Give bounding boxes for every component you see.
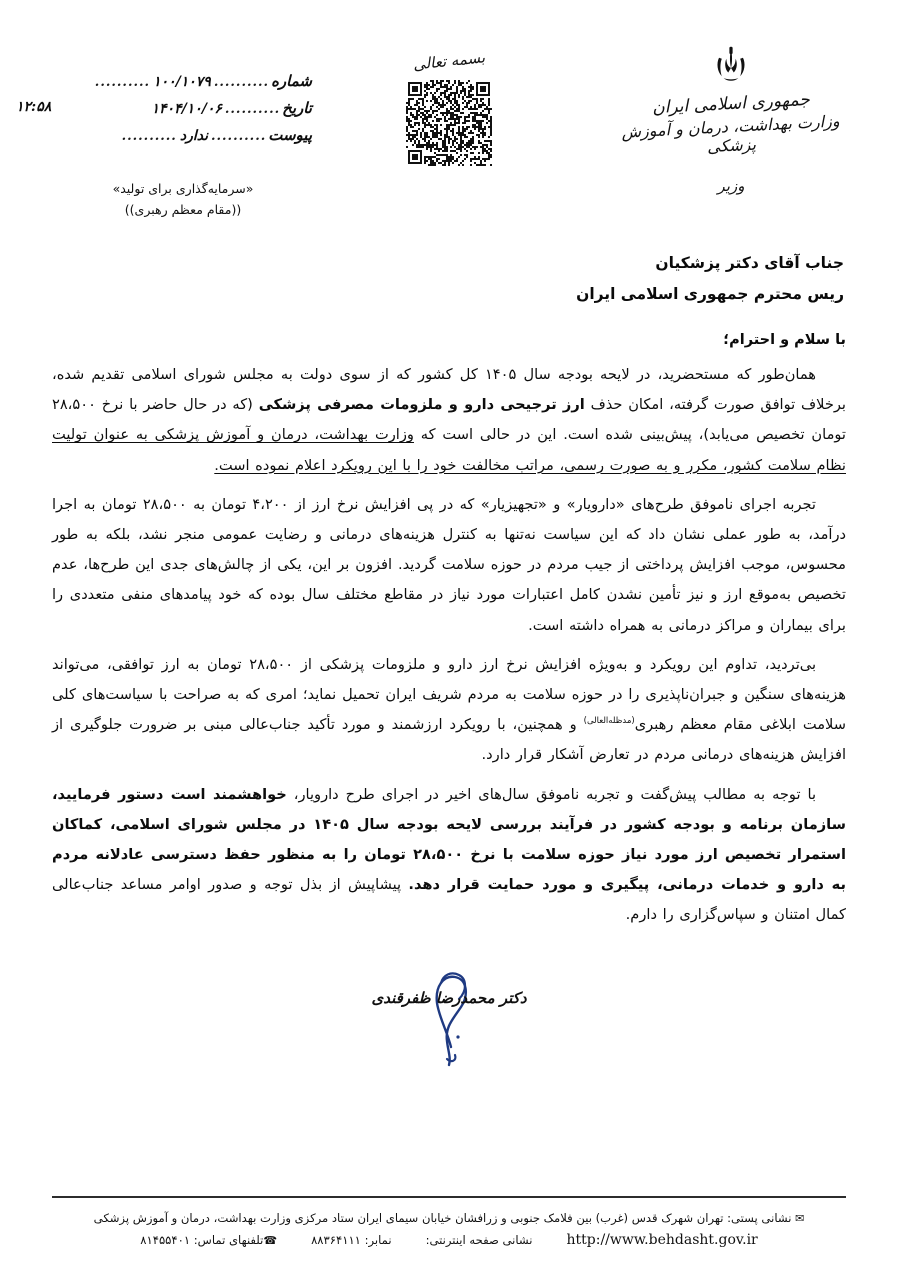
ministry-emblem-block (616, 44, 846, 195)
iran-emblem-icon (708, 44, 754, 90)
paragraph-4-part-a: با توجه به مطالب پیش‌گفت و تجربه ناموفق سال‌های اخیر در اجرای طرح دارویار، (286, 785, 817, 803)
stamp-dots-1: .......... (213, 75, 270, 90)
paragraph-1-part-b: (که در حال حاضر با نرخ ۲۸،۵۰۰ تومان تخصیص می‌یابد)، پیش‌بینی شده است. این در حالی است که (52, 396, 846, 444)
footer-phone-group (140, 1233, 277, 1247)
footer-website-url[interactable]: http://www.behdasht.gov.ir (566, 1232, 758, 1248)
stamp-attachment-value: ندارد (179, 128, 208, 144)
footer-phone-label: تلفنهای تماس: (193, 1233, 264, 1247)
emblem-ministry-line: وزارت بهداشت، درمان و آموزش پزشکی (620, 111, 840, 157)
footer-website-label: نشانی صفحه اینترنتی: (425, 1233, 533, 1247)
emblem-role-label: وزیر (717, 177, 745, 195)
paragraph-3-part-b: و همچنین، با رویکرد ارزشمند و مورد تأکید جناب‌عالی مبنی بر ضرورت جلوگیری از افزایش هزینه‌های درمانی مردم در تعارض آشکار قرار دارد. (52, 716, 846, 764)
stamp-number-row (62, 72, 312, 99)
addressee-name: جناب آقای دکتر پزشکیان (655, 254, 844, 272)
footer-phone-value: ۸۱۴۵۵۴۰۱ (140, 1233, 191, 1247)
paragraph-1-bold-term: ارز ترجیحی دارو و ملزومات مصرفی پزشکی (258, 396, 585, 414)
stamp-dots-4: .......... (210, 129, 267, 144)
paragraph-3 (52, 650, 846, 771)
paragraph-4-request (52, 780, 846, 931)
stamp-number-value: ۱۰۰/۱۰۷۹ (153, 74, 211, 90)
footer-address-line (52, 1207, 846, 1230)
paragraph-4-bold-request: خواهشمند است دستور فرمایید، سازمان برنامه و بودجه کشور در فرآیند بررسی لایحه بودجه سال ۱۴۰۵ در مجلس شورای اسلامی، کماکان استمرار تخصیص ارز مورد نیاز حوزه سلامت با نرخ ۲۸،۵۰۰ تومان را به منظور حفظ دسترسی عادلانه مردم به دارو و خدمات درمانی، پیگیری و مورد حمایت قرار دهد. (52, 785, 847, 894)
qr-code-icon (406, 80, 492, 166)
stamp-date-label: تاریخ (282, 99, 312, 117)
stamp-dots-2: .......... (94, 75, 151, 90)
paragraph-2: تجربه اجرای ناموفق طرح‌های «دارویار» و «تجهیزیار» که در پی افزایش نرخ ارز از ۴،۲۰۰ تومان به ۲۸،۵۰۰ تومان به اجرا درآمد، به طور عملی نشان داد که این سیاست نه‌تنها به کنترل هزینه‌های درمانی و رضایت عمومی منجر نشد، بلکه به طور محسوس، موجب افزایش پرداختی از جیب مردم در حوزه سلامت گردید. افزون بر این، یکی از چالش‌های جدی این طرح‌ها، عدم تخصیص به‌موقع ارز و نیز تأمین نشدن کامل اعتبارات مورد نیاز در مقاطع مختلف سال بوده که خود پیامدهای منفی متعددی را برای بیماران و مراکز درمانی به همراه داشته است. (52, 495, 846, 634)
footer-fax-group (311, 1233, 392, 1247)
paragraph-1-underlined: وزارت بهداشت، درمان و آموزش پزشکی به عنوان تولیت نظام سلامت کشور، مکرر و به صورت رسمی، مراتب مخالفت خود را با این رویکرد اعلام نموده است. (52, 426, 846, 474)
paragraph-3-superscript: (مدظله‌العالی) (583, 716, 635, 727)
stamp-attachment-label: پیوست (268, 126, 312, 144)
stamp-number-label: شماره (271, 72, 312, 90)
signature-block (0, 961, 898, 1081)
paragraph-1-part-a: همان‌طور که مستحضرید، در لایحه بودجه سال ۱۴۰۵ کل کشور که از سوی دولت به مجلس شورای اسلامی تقدیم شده، برخلاف توافق صورت گرفته، امکان حذف (52, 366, 846, 414)
besmeh-taali-text: بسمه تعالی (412, 48, 486, 74)
paragraph-1 (52, 360, 846, 481)
besmeh-qr-block (374, 48, 524, 166)
footer-contact-row (52, 1232, 846, 1248)
year-slogan-block (58, 178, 308, 221)
footer-address-text: نشانی پستی: تهران شهرک قدس (غرب) بین فلامک جنوبی و زرافشان خیابان سیمای ایران ستاد مرکزی وزارت بهداشت، درمان و آموزش پزشکی (93, 1211, 792, 1226)
letter-footer (52, 1196, 846, 1248)
emblem-country-line: جمهوری اسلامی ایران (651, 89, 811, 119)
stamp-date-value: ۱۴۰۴/۱۰/۰۶ (151, 101, 222, 117)
stamp-attachment-row (62, 126, 312, 153)
addressee-block (52, 248, 846, 310)
addressee-title: ریس محترم جمهوری اسلامی ایران (576, 285, 844, 303)
handwritten-signature-icon (389, 951, 509, 1071)
stamp-dots-3: .......... (224, 102, 281, 117)
stamp-date-row (62, 99, 312, 126)
paragraph-4-part-b: پیشاپیش از بذل توجه و صدور اوامر مساعد جناب‌عالی کمال امتنان و سپاس‌گزاری را دارم. (52, 876, 846, 924)
footer-fax-label: نمابر: (364, 1233, 392, 1247)
stamp-time-value: ۱۲:۵۸ (16, 99, 52, 115)
envelope-icon: ✉ (795, 1212, 805, 1226)
telephone-icon: ☎ (263, 1234, 278, 1247)
paragraph-3-part-a: بی‌تردید، تداوم این رویکرد و به‌ویژه افزایش نرخ ارز دارو و ملزومات پزشکی از ۲۸،۵۰۰ تومان به ارز توافقی، می‌تواند هزینه‌های سنگین و جبران‌ناپذیری را در حوزه سلامت به مردم شریف ایران تحمیل نماید؛ امری که به صراحت با سیاست‌های کلی سلامت ابلاغی مقام معظم رهبری (52, 655, 846, 734)
stamp-dots-5: .......... (121, 129, 177, 144)
letter-body (52, 332, 846, 931)
letter-header (0, 0, 898, 230)
slogan-line-1: «سرمایه‌گذاری برای تولید» (112, 181, 254, 196)
registration-stamp (62, 72, 312, 153)
signatory-name: دکتر محمدرضا ظفرقندی (371, 988, 527, 1007)
slogan-line-2: ((مقام معظم رهبری)) (124, 202, 242, 218)
greeting-line: با سلام و احترام؛ (723, 332, 846, 348)
footer-fax-value: ۸۸۳۶۴۱۱۱ (311, 1233, 361, 1247)
